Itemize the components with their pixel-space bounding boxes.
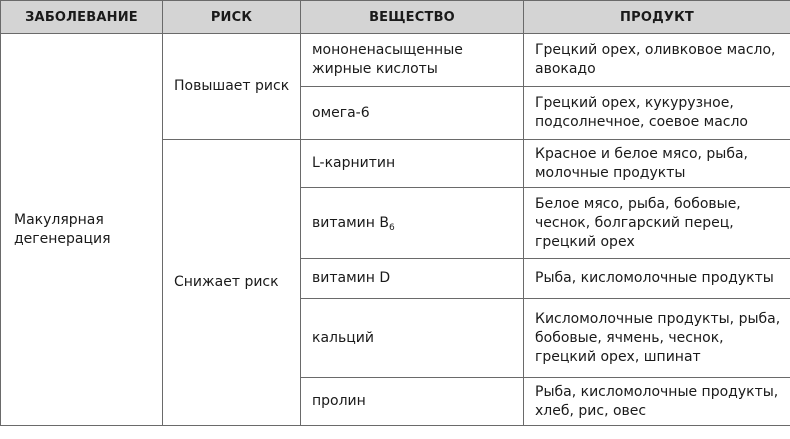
substance-cell: L-карнитин bbox=[301, 140, 524, 188]
product-cell: Грецкий орех, оливковое масло, авокадо bbox=[524, 34, 790, 87]
header-risk: РИСК bbox=[163, 1, 301, 34]
substance-subscript: 6 bbox=[388, 222, 395, 233]
product-cell: Кисломолочные продукты, рыба, бобовые, ячмень, чеснок, грецкий орех, шпинат bbox=[524, 299, 790, 378]
substance-cell bbox=[301, 188, 524, 259]
disease-cell: Макулярная дегенерация bbox=[1, 34, 163, 426]
product-cell: Грецкий орех, кукурузное, подсолнечное, соевое масло bbox=[524, 87, 790, 140]
substance-cell: пролин bbox=[301, 378, 524, 426]
substance-text: витамин B bbox=[312, 214, 389, 231]
table-header-row bbox=[1, 1, 790, 34]
risk-cell-decreases: Снижает риск bbox=[163, 140, 301, 426]
substance-cell: мононенасыщенные жирные кислоты bbox=[301, 34, 524, 87]
product-cell: Рыба, кисломолочные продукты bbox=[524, 259, 790, 299]
risk-cell-increases: Повышает риск bbox=[163, 34, 301, 140]
substance-cell: кальций bbox=[301, 299, 524, 378]
substance-cell: омега-6 bbox=[301, 87, 524, 140]
table-row bbox=[1, 34, 790, 87]
product-cell: Рыба, кисломолочные продукты, хлеб, рис, овес bbox=[524, 378, 790, 426]
header-product: ПРОДУКТ bbox=[524, 1, 790, 34]
product-cell: Белое мясо, рыба, бобовые, чеснок, болгарский перец, грецкий орех bbox=[524, 188, 790, 259]
header-disease: ЗАБОЛЕВАНИЕ bbox=[1, 1, 163, 34]
header-substance: ВЕЩЕСТВО bbox=[301, 1, 524, 34]
product-cell: Красное и белое мясо, рыба, молочные продукты bbox=[524, 140, 790, 188]
substance-cell: витамин D bbox=[301, 259, 524, 299]
